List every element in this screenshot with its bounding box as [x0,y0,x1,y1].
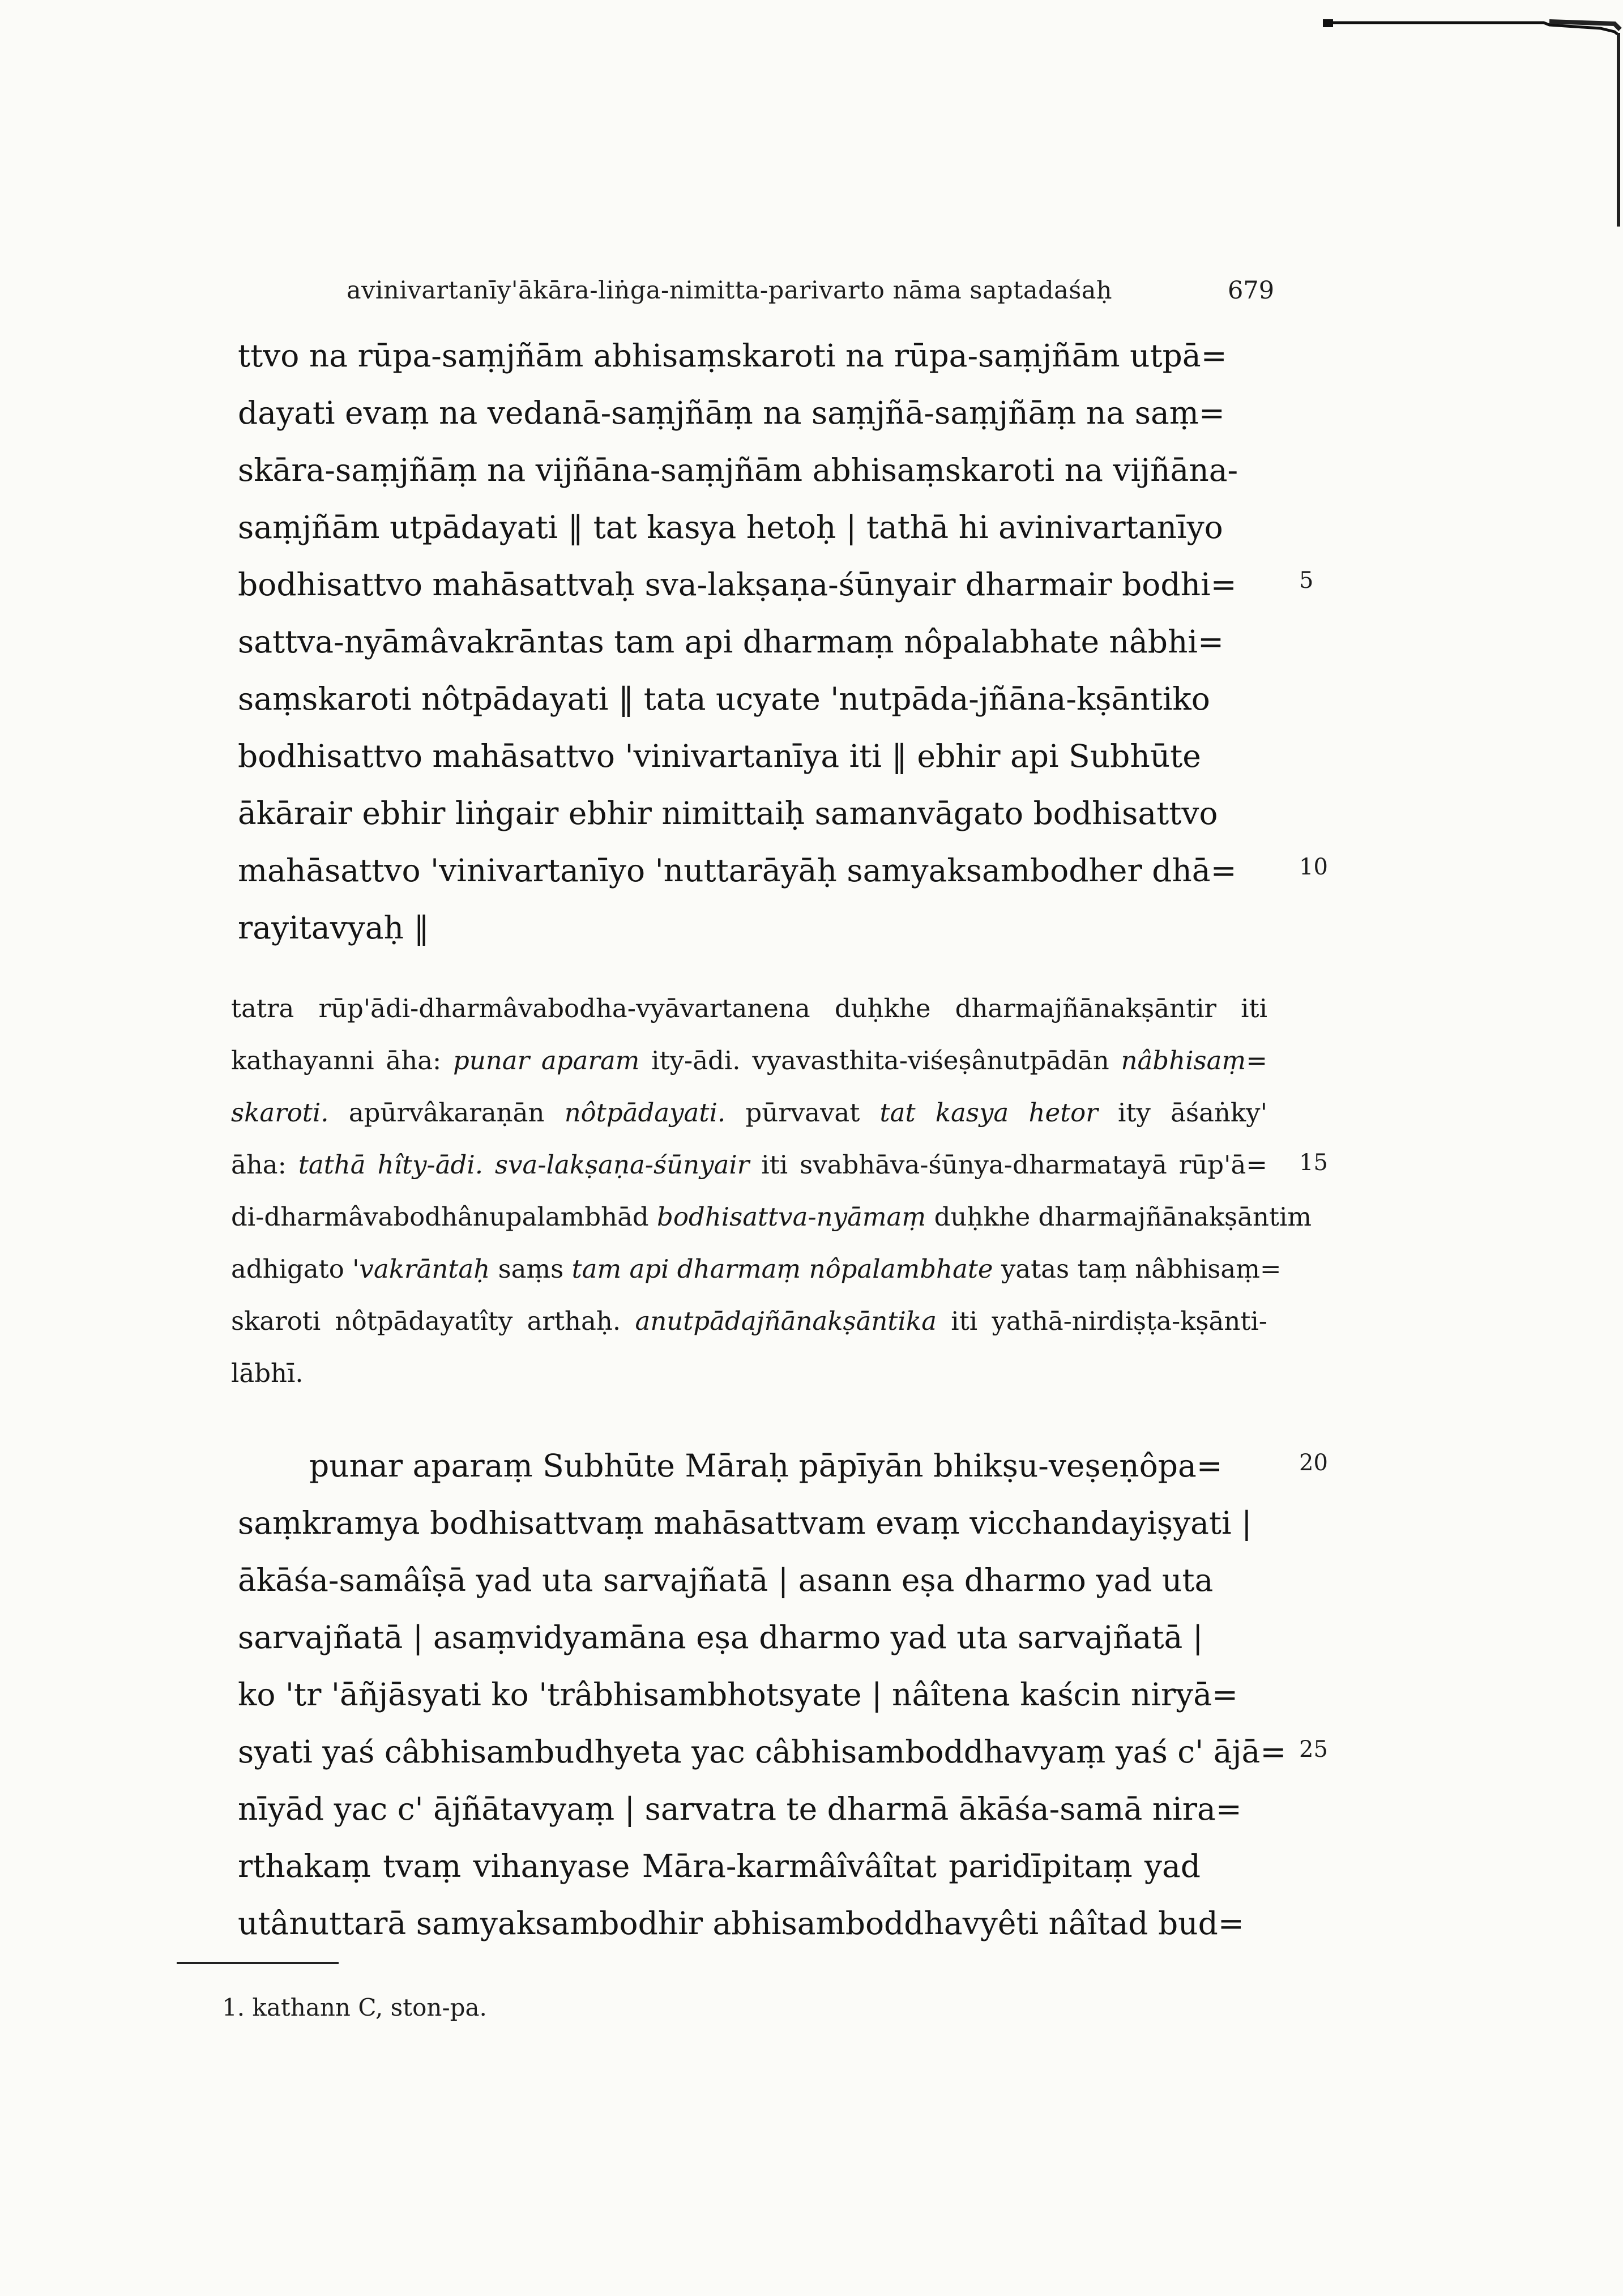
footnote-rule [177,1962,339,1964]
commentary-line: skaroti nôtpādayatîty arthaḥ. anutpādajñānakṣāntika iti yathā-nirdiṣṭa-kṣānti- [231,1306,1267,1336]
footnote: 1. kathann C, ston-pa. [222,1994,487,2021]
text-line: punar aparaṃ Subhūte Māraḥ pāpīyān bhikṣu-veṣeṇôpa= [309,1448,1223,1484]
text-line: mahāsattvo 'vinivartanīyo 'nuttarāyāḥ samyaksambodher dhā= [238,852,1237,889]
line-number: 20 [1299,1450,1328,1476]
text-line: saṃskaroti nôtpādayati ‖ tata ucyate 'nutpāda-jñāna-kṣāntiko [238,681,1210,717]
text-line: ākārair ebhir liṅgair ebhir nimittaiḥ samanvāgato bodhisattvo [238,795,1218,831]
text-line: rthakaṃ tvaṃ vihanyase Māra-karmâîvâîtat paridīpitaṃ yad [238,1848,1201,1884]
page-number: 679 [1228,276,1275,305]
commentary-line: adhigato 'vakrāntaḥ saṃs tam api dharmaṃ nôpalambhate yatas taṃ nâbhisaṃ= [231,1254,1282,1284]
text-line: rayitavyaḥ ‖ [238,910,429,946]
running-head: avinivartanīy'ākāra-liṅga-nimitta-parivarto nāma saptadaśaḥ [347,276,1113,305]
line-number: 5 [1299,567,1314,594]
commentary-line: lābhī. [231,1358,304,1388]
line-number: 10 [1299,854,1328,880]
commentary-line: skaroti. apūrvâkaraṇān nôtpādayati. pūrvavat tat kasya hetor ity āśaṅky' [231,1098,1267,1128]
text-line: saṃjñām utpādayati ‖ tat kasya hetoḥ | tathā hi avinivartanīyo [238,509,1223,545]
commentary-line: tatra rūp'ādi-dharmâvabodha-vyāvartanena duḥkhe dharmajñānakṣāntir iti [231,993,1267,1023]
text-line: dayati evaṃ na vedanā-saṃjñāṃ na saṃjñā-saṃjñāṃ na saṃ= [238,395,1225,431]
text-line: bodhisattvo mahāsattvo 'vinivartanīya iti ‖ ebhir api Subhūte [238,738,1201,774]
text-line: nīyād yac c' ājñātavyaṃ | sarvatra te dharmā ākāśa-samā nira= [238,1791,1242,1827]
commentary-line: kathayanni āha: punar aparam ity-ādi. vyavasthita-viśeṣânutpādān nâbhisaṃ= [231,1045,1267,1076]
text-line: sarvajñatā | asaṃvidyamāna eṣa dharmo yad uta sarvajñatā | [238,1619,1203,1655]
text-line: saṃkramya bodhisattvaṃ mahāsattvam evaṃ vicchandayiṣyati | [238,1505,1252,1541]
commentary-line: di-dharmâvabodhânupalambhād bodhisattva-nyāmaṃ duḥkhe dharmajñānakṣāntim [231,1202,1312,1232]
text-line: utânuttarā samyaksambodhir abhisamboddhavyêti nâîtad bud= [238,1905,1244,1941]
line-number: 15 [1299,1150,1328,1176]
scan-edge-marks [1306,0,1623,238]
text-line: skāra-saṃjñāṃ na vijñāna-saṃjñām abhisaṃskaroti na vijñāna- [238,452,1238,488]
text-line: bodhisattvo mahāsattvaḥ sva-lakṣaṇa-śūnyair dharmair bodhi= [238,566,1237,603]
text-line: ākāśa-samâîṣā yad uta sarvajñatā | asann eṣa dharmo yad uta [238,1562,1214,1598]
text-line: syati yaś câbhisambudhyeta yac câbhisamboddhavyaṃ yaś c' ājā= [238,1734,1287,1770]
text-line: sattva-nyāmâvakrāntas tam api dharmaṃ nôpalabhate nâbhi= [238,624,1224,660]
line-number: 25 [1299,1736,1328,1762]
commentary-line: āha: tathā hîty-ādi. sva-lakṣaṇa-śūnyair iti svabhāva-śūnya-dharmatayā rūp'ā= [231,1150,1267,1180]
page-header [0,276,1623,310]
text-line: ttvo na rūpa-saṃjñām abhisaṃskaroti na rūpa-saṃjñām utpā= [238,338,1227,374]
text-line: ko 'tr 'āñjāsyati ko 'trâbhisambhotsyate | nâîtena kaścin niryā= [238,1676,1238,1713]
